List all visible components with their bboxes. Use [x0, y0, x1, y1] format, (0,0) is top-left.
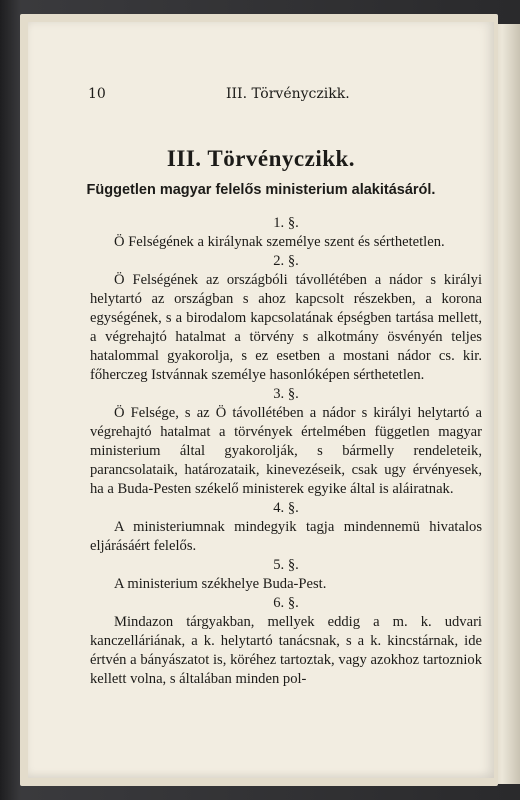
section-text: Ö Felségének a királynak személye szent és sérthetetlen.: [114, 234, 445, 250]
section-number: 3. §.: [273, 386, 299, 402]
running-head: [88, 86, 368, 106]
section-text: Ö Felsége, s az Ö távollétében a nádor s királyi helytartó a végrehajtó hatalmat a törvények értelmében független magyar ministerium által gyakorolják, s bármelly rendeleteik, parancsolataik, határozataik, kinevezéseik, csak ugy érvényesek, ha a Buda-Pesten székelő ministerek egyike által is aláiratnak.: [90, 405, 482, 497]
book-page: [28, 22, 494, 778]
section-number: 4. §.: [273, 500, 299, 516]
section-text: A ministeriumnak mindegyik tagja mindennemü hivatalos eljárásáért felelős.: [90, 519, 482, 554]
law-title: III. Törvényczikk.: [166, 146, 356, 171]
section-text: A ministerium székhelye Buda-Pest.: [114, 576, 327, 592]
section-text: Ö Felségének az országbóli távollétében a nádor s királyi helytartó az országban s ahoz kapcsolt részekben, a korona egységének, s a birodalom kapcsolatának épségben tartása mellett, a végrehajtó hatalmat a törvény s alkotmány ösvényén teljes hatalommal gyakorolja, s ez esetben a mostani nádor cs. kir. főherczeg Istvánnak személye hasonlóképen sérthetetlen.: [90, 272, 482, 383]
section-number: 5. §.: [273, 557, 299, 573]
running-title: III. Törvényczikk.: [226, 86, 350, 102]
section-number: 6. §.: [273, 595, 299, 611]
section-number: 2. §.: [273, 253, 299, 269]
section-number: 1. §.: [273, 215, 299, 231]
section-text: Mindazon tárgyakban, mellyek eddig a m. k. udvari kanczelláriának, a k. helytartó tanácsnak, s a k. kincstárnak, ide értvén a bányászatot is, köréhez tartoztak, vagy azokhoz tartozniok kellett volna, s általában minden pol-: [90, 614, 482, 687]
law-body: [90, 214, 482, 689]
law-subtitle: Független magyar felelős ministerium alakitásáról.: [86, 182, 436, 198]
page-number: 10: [88, 86, 106, 102]
